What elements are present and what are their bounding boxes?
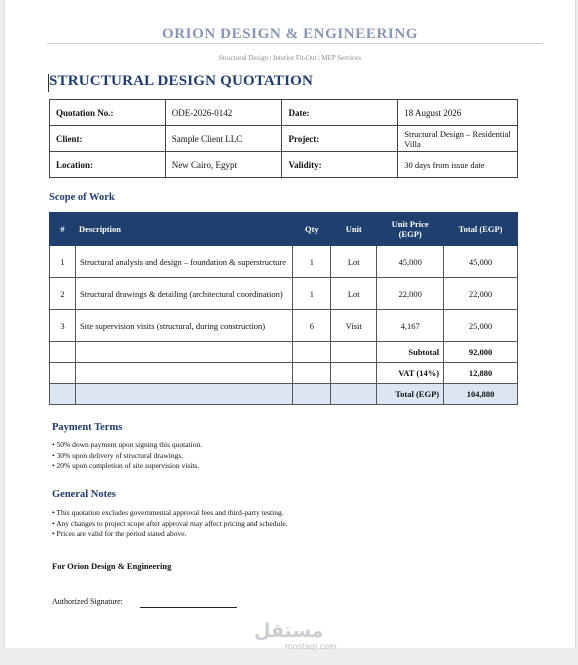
authorized-signature-label: Authorized Signature:: [52, 597, 123, 606]
quotation-info-table: [49, 99, 518, 178]
client-value: Sample Client LLC: [165, 126, 282, 152]
payment-terms-heading: Payment Terms: [52, 422, 123, 433]
vat-value: 12,880: [444, 363, 518, 384]
empty-cell: [50, 363, 76, 384]
watermark-domain: mostaql.com: [285, 642, 337, 651]
col-desc-header: Description: [75, 213, 292, 246]
vat-row: [50, 363, 518, 384]
col-num-header: #: [50, 213, 76, 246]
subtotal-row: [50, 342, 518, 363]
subtotal-value: 92,000: [444, 342, 518, 363]
table-row: [50, 278, 518, 310]
row-unit-price: 4,167: [377, 310, 444, 342]
project-value: Structural Design – Residential Villa: [398, 126, 518, 152]
vat-label: VAT (14%): [377, 363, 444, 384]
table-row: [50, 246, 518, 278]
list-item: • Prices are valid for the period stated above.: [52, 529, 187, 538]
empty-cell: [293, 363, 331, 384]
empty-cell: [50, 342, 76, 363]
validity-label: Validity:: [282, 152, 398, 178]
row-total: 22,000: [444, 278, 518, 310]
info-row: [50, 152, 518, 178]
list-item: • 50% down payment upon signing this quotation.: [52, 440, 203, 449]
row-num: 3: [50, 310, 76, 342]
col-unit-header: Unit: [331, 213, 377, 246]
list-item: • 30% upon delivery of structural drawings.: [52, 450, 184, 460]
document-title: STRUCTURAL DESIGN QUOTATION: [49, 73, 314, 89]
client-label: Client:: [50, 126, 166, 152]
row-unit-price: 45,000: [377, 246, 444, 278]
project-label: Project:: [282, 126, 398, 152]
signature-line: [140, 607, 237, 608]
list-item: • Any changes to project scope after approval may affect pricing and schedule.: [52, 518, 288, 528]
empty-cell: [75, 342, 292, 363]
general-notes-heading: General Notes: [52, 489, 116, 500]
row-total: 45,000: [444, 246, 518, 278]
date-label: Date:: [282, 100, 398, 126]
company-tagline: Structural Design | Interior Fit-Out | MEP Services: [219, 54, 361, 62]
col-qty-header: Qty: [293, 213, 331, 246]
total-label: Total (EGP): [377, 384, 444, 405]
watermark-logo: مستقل: [254, 620, 324, 642]
col-total-header: Total (EGP): [444, 213, 518, 246]
document-page: [4, 0, 576, 648]
total-value: 104,880: [444, 384, 518, 405]
validity-value: 30 days from issue date: [398, 152, 518, 178]
empty-cell: [75, 384, 292, 405]
info-row: [50, 100, 518, 126]
date-value: 18 August 2026: [398, 100, 518, 126]
empty-cell: [293, 342, 331, 363]
location-label: Location:: [50, 152, 166, 178]
row-unit: Lot: [331, 278, 377, 310]
empty-cell: [331, 384, 377, 405]
info-row: [50, 126, 518, 152]
row-unit-price: 22,000: [377, 278, 444, 310]
row-total: 25,000: [444, 310, 518, 342]
payment-terms-list: [52, 440, 202, 472]
list-item: • This quotation excludes governmental approval fees and third-party testing.: [52, 508, 284, 517]
row-unit: Lot: [331, 246, 377, 278]
empty-cell: [75, 363, 292, 384]
location-value: New Cairo, Egypt: [165, 152, 282, 178]
signatory-company: For Orion Design & Engineering: [52, 561, 172, 571]
subtotal-label: Subtotal: [377, 342, 444, 363]
row-qty: 1: [293, 278, 331, 310]
quotation-no-value: ODE-2026-0142: [165, 100, 282, 126]
general-notes-list: [52, 508, 288, 540]
row-num: 1: [50, 246, 76, 278]
empty-cell: [293, 384, 331, 405]
list-item: • 20% upon completion of site supervision visits.: [52, 461, 200, 470]
col-unit-price-header: Unit Price (EGP): [377, 213, 444, 246]
scope-heading: Scope of Work: [49, 192, 115, 203]
table-row: [50, 310, 518, 342]
empty-cell: [50, 384, 76, 405]
scope-table: [49, 212, 518, 405]
header-divider: [47, 43, 543, 44]
quotation-no-label: Quotation No.:: [50, 100, 166, 126]
empty-cell: [331, 363, 377, 384]
row-desc: Site supervision visits (structural, during construction): [75, 310, 292, 342]
row-qty: 6: [293, 310, 331, 342]
company-name: ORION DESIGN & ENGINEERING: [161, 26, 419, 42]
row-num: 2: [50, 278, 76, 310]
row-unit: Visit: [331, 310, 377, 342]
row-desc: Structural analysis and design – foundation & superstructure: [75, 246, 292, 278]
row-desc: Structural drawings & detailing (architectural coordination): [75, 278, 292, 310]
empty-cell: [331, 342, 377, 363]
scope-header-row: [50, 213, 518, 246]
row-qty: 1: [293, 246, 331, 278]
total-row: [50, 384, 518, 405]
